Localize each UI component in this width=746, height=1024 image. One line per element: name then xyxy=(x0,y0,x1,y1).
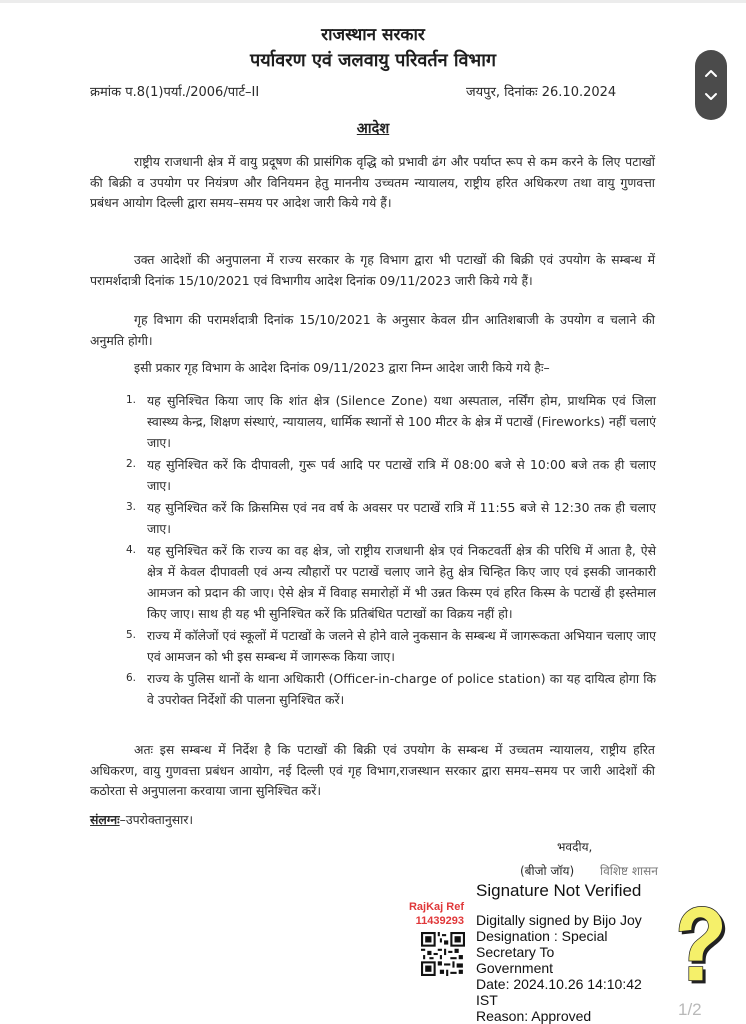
reference-number: क्रमांक प.8(1)पर्या./2006/पार्ट–II xyxy=(90,85,260,100)
list-item xyxy=(122,625,656,667)
chevron-down-icon xyxy=(695,86,727,108)
enclosure-text: –उपरोक्तानुसार। xyxy=(119,812,194,827)
scroll-up-button[interactable] xyxy=(695,62,727,84)
sign-off: भवदीय, xyxy=(557,840,593,854)
list-item-number: 4. xyxy=(126,544,137,556)
rajkaj-reference xyxy=(398,900,464,928)
scroll-down-button[interactable] xyxy=(695,86,727,108)
signatory-designation: विशिष्ट शासन xyxy=(600,864,658,878)
directive-list xyxy=(122,390,656,711)
rajkaj-label: RajKaj Ref xyxy=(408,901,464,913)
signature-reason: Reason: Approved xyxy=(476,1008,592,1024)
department-heading: पर्यावरण एवं जलवायु परिवर्तन विभाग xyxy=(249,50,497,71)
list-item-number: 6. xyxy=(126,672,137,684)
list-item-text: राज्य के पुलिस थानों के थाना अधिकारी (Officer-in-charge of police station) का यह दायित्व होगा कि वे उपरोक्त निर्देशों की पालना सुनिश्चित करें। xyxy=(147,671,656,707)
list-item-text: राज्य में कॉलेजों एवं स्कूलों में पटाखों के जलने से होने वाले नुकसान के सम्बन्ध में जागरूकता अभियान चलाए जाए एवं आमजन को भी इस सम्बन्ध में जागरूक किया जाए। xyxy=(147,628,656,664)
digital-signature-block[interactable] xyxy=(476,881,642,1024)
list-item-text: यह सुनिश्चित करें कि राज्य का वह क्षेत्र, जो राष्ट्रीय राजधानी क्षेत्र एवं निकटवर्ती क्षेत्र की परिधि में आता है, ऐसे क्षेत्र में केवल दीपावली एवं अन्य त्यौहारों पर पटाखें चलाए जाने हेतु क्षेत्र चिन्हित किए जाए एवं इसकी जानकारी आमजन को प्रदान की जाए। ऐसे क्षेत्र में विवाह समारोहों में भी उन्नत किस्म एवं हरित किस्म के पटाखें ही इस्तेमाल किए जाए। साथ ही यह भी सुनिश्चित करें कि प्रतिबंधित पटाखों का विक्रय नहीं हो। xyxy=(147,543,656,621)
signature-date: Date: 2024.10.26 14:10:42 IST xyxy=(476,976,642,1008)
list-item-text: यह सुनिश्चित किया जाए कि शांत क्षेत्र (Silence Zone) यथा अस्पताल, नर्सिंग होम, प्राथमिक एवं जिला स्वास्थ्य केन्द्र, शिक्षण संस्थाएं, न्यायालय, धार्मिक स्थानों से 100 मीटर के क्षेत्र में पटाखें (Fireworks) नहीं चलाएं जाए। xyxy=(147,393,656,450)
list-item xyxy=(122,497,656,539)
list-item xyxy=(122,390,656,453)
list-item-text: यह सुनिश्चित करें कि क्रिसमिस एवं नव वर्ष के अवसर पर पटाखें रात्रि में 11:55 बजे से 12:30 तक ही चलाए जाए। xyxy=(147,500,656,536)
page-scroll-control[interactable] xyxy=(695,50,727,120)
list-item xyxy=(122,668,656,710)
enclosure-label: संलग्नः xyxy=(90,812,120,827)
paragraph-2: उक्त आदेशों की अनुपालना में राज्य सरकार के गृह विभाग द्वारा भी पटाखों की बिक्री एवं उपयोग के सम्बन्ध में परामर्शदात्री दिनांक 15/10/2021 एवं विभागीय आदेश दिनांक 09/11/2023 जारी किये गये हैं। xyxy=(90,252,655,288)
signed-by: Digitally signed by Bijo Joy xyxy=(476,912,642,928)
order-title: आदेश xyxy=(356,121,390,137)
signature-status: Signature Not Verified xyxy=(476,881,642,900)
list-item-number: 5. xyxy=(126,629,137,641)
paragraph-1: राष्ट्रीय राजधानी क्षेत्र में वायु प्रदूषण की प्रासंगिक वृद्धि को प्रभावी ढंग और पर्याप्त रूप से कम करने के लिए पटाखों की बिक्री व उपयोग पर नियंत्रण और विनियमन हेतु माननीय उच्चतम न्यायालय, राष्ट्रीय हरित अधिकरण तथा वायु गुणवत्ता प्रबंधन आयोग दिल्ली द्वारा समय–समय पर आदेश जारी किये गये हैं। xyxy=(90,154,655,210)
signature-details xyxy=(476,912,666,1024)
paragraph-3: गृह विभाग की परामर्शदात्री दिनांक 15/10/2021 के अनुसार केवल ग्रीन आतिशबाजी के उपयोग व चलाने की अनुमति होगी। xyxy=(90,312,655,348)
list-item-number: 3. xyxy=(126,501,137,513)
enclosure xyxy=(90,810,655,831)
closing-paragraph: अतः इस सम्बन्ध में निर्देश है कि पटाखों की बिक्री एवं उपयोग के सम्बन्ध में उच्चतम न्यायालय, राष्ट्रीय हरित अधिकरण, वायु गुणवत्ता प्रबंधन आयोग, नई दिल्ली एवं गृह विभाग,राजस्थान सरकार द्वारा समय–समय पर जारी आदेशों की कठोरता से अनुपालना करवाया जाना सुनिश्चित करें। xyxy=(90,742,655,798)
question-mark-icon xyxy=(672,905,728,989)
place-date: जयपुर, दिनांकः 26.10.2024 xyxy=(466,85,617,100)
signer-designation-line-1: Designation : Special Secretary To xyxy=(476,928,608,960)
rajkaj-number: 11439293 xyxy=(415,915,464,927)
list-item-number: 1. xyxy=(126,394,137,406)
paragraph-4: इसी प्रकार गृह विभाग के आदेश दिनांक 09/11/2023 द्वारा निम्न आदेश जारी किये गये हैः– xyxy=(134,360,550,375)
list-item xyxy=(122,540,656,624)
list-item-number: 2. xyxy=(126,458,137,470)
signatory-name: (बीजो जॉय) xyxy=(520,864,575,878)
signer-designation-line-2: Government xyxy=(476,960,554,976)
chevron-up-icon xyxy=(695,62,727,84)
qr-code xyxy=(421,932,465,976)
page-indicator: 1/2 xyxy=(678,1000,702,1019)
government-heading: राजस्थान सरकार xyxy=(321,25,425,45)
list-item-text: यह सुनिश्चित करें कि दीपावली, गुरू पर्व आदि पर पटाखें रात्रि में 08:00 बजे से 10:00 बजे तक ही चलाए जाए। xyxy=(147,457,656,493)
list-item xyxy=(122,454,656,496)
